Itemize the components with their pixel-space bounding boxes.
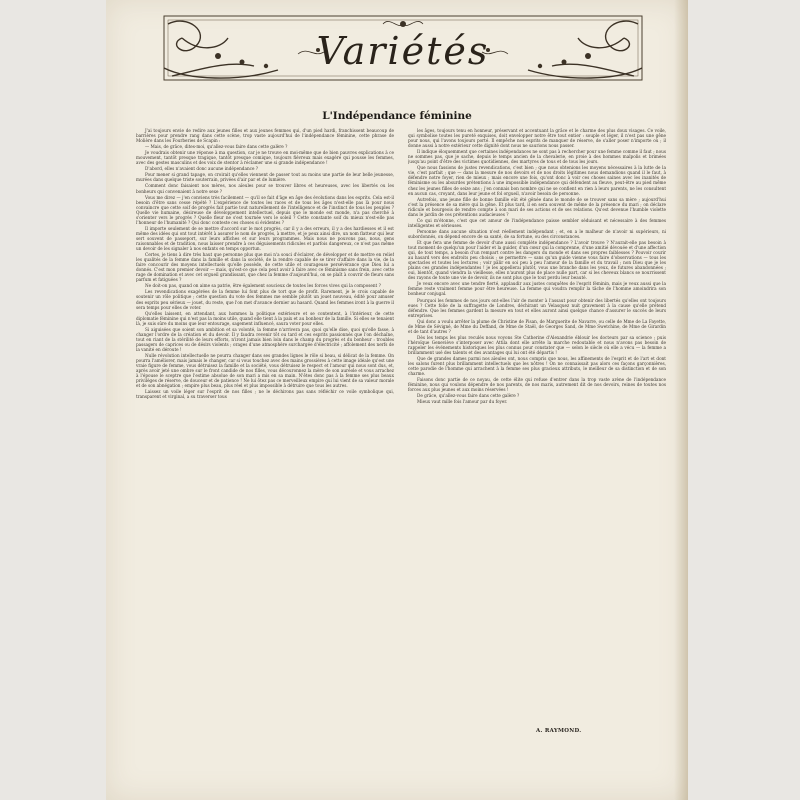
paragraph: Laissez un voile léger sur l'esprit de nos filles ; ne le déchirons pas sans réfléchir ce voile symbolique qui, transparent et virginal, a su traverser tous (136, 389, 394, 400)
paragraph: — Mais, de grâce, dites-moi, qu'allez-vous faire dans cette galère ? (145, 144, 288, 150)
paragraph: Qu'elles laissent, en attendant, aux hommes la politique extérieure et se contentent, à l'intérieur, de cette diplomatie féminine qui n'est pas la moins utile, quand elle tient à la paix et au bonheur de la famille. Si elles se tenaient là, je suis sûre du moins que leur entourage, sagement influencé, saura voter pour elles. (136, 310, 394, 326)
paragraph: Je voudrais obtenir une réponse à ma question, car je ne trouve en moi-même que de bien pauvres explications à ce mouvement, tantôt presque tragique, tantôt presque comique, toujours fiévreux mais exagéré qui pousse les femmes, avec des gestes masculins et des voix de stentor à réclamer une si grande indépendance ! (136, 150, 394, 166)
article-body (136, 128, 666, 768)
paragraph: Si aiguisées que soient son ambition et sa volonté, la femme n'arrivera pas, quoi qu'elle dise, quoi qu'elle fasse, à changer l'ordre de la création et du devoir. Il y faudra revenir tôt ou tard et ces esprits passionnés que l'on déchaîne, tout en riant de la stérilité de leurs efforts, n'iront jamais bien loin dans le champ du progrès et du bonheur : troubles passagers de caprices ou de désirs violents ; orages d'une atmosphère surchargée d'électricité ; affolement des nerfs de la vanité en déroute ! (136, 326, 394, 352)
paragraph: Ce qui m'étonne, c'est que cet amour de l'indépendance paisse sembler séduisant et nécessaire à des femmes intelligentes et sérieuses. (408, 217, 666, 228)
paragraph: Autrefois, une jeune fille de bonne famille eût été gênée dans le monde de se trouver sans sa mère ; aujourd'hui c'est la présence de sa mère qui la gêne. Et plus tard, il en sera souvent de même de la présence du mari ; on déclare ridicule et bourgeois de rendre compte à son mari de ses actions et de ses relations. Qu'est devenue l'humble violette dans le jardin de ces prétentions audacieuses ? (408, 196, 666, 217)
header-banner (158, 10, 648, 86)
paragraph: Comment donc faisaient nos mères, nos aïeules pour se trouver libres et heureuses, avec les libertés ou les bonheurs qui convenaient à notre sexe ? (136, 183, 394, 194)
paragraph: Il indique éloquemment que certaines indépendances ne sont pas à rechercher pour une femme comme il faut ; nous ne sommes pas, que je sache, depuis le temps ancien de la chevalerie, en proie à des hommes malpolis et brimées jusqu'au point d'être des victimes quotidiennes, des martyres de tous et de tous les jours. (408, 149, 666, 165)
paragraph: Vous me direz — j'en conviens très facilement — qu'il se fait d'âge en âge des évolutions dans les esprits. Cela est-il besoin d'être sans cesse répété ? L'expérience de toutes les races et de tous les âges n'est-elle pas là pour nous convaincre que cette soif de progrès fait partie tout naturellement de l'intelligence et de l'instinct de tous les peuples ? Quelle vie humaine, désireuse de développement intellectuel, depuis que le monde est monde, n'a pas cherché à s'orienter vers le progrès ? Quelle fleur ne s'est tournée vers le soleil ? Cette constante soif du mieux n'est-elle pas l'honneur de l'humanité ? Qui donc conteste ces choses si évidentes ? (136, 194, 394, 225)
paragraph: Il importe seulement de se mettre d'accord sur le mot progrès, car il y a des erreurs, il y a des hardiesses et il est même des idées qui ont tout intérêt à assurer le nom de progrès, à mettre, et je peux ainsi dire, un nom flatteur qui leur sert souvent de passeport, sur leurs affiches et sur leurs programmes. Mais nous ne pouvons pas, nous, gens raisonnables et de tradition, nous laisser prendre à ces déguisements ridicules et parfois dangereux, ce n'est pas même un devoir de les signaler à nos enfants en temps opportun. (136, 225, 394, 252)
paragraph: J'ai toujours envie de redire aux jeunes filles et aux jeunes femmes qui, d'un pied hardi, franchissent beaucoup de barrières pour prendre rang dans cette scène, trop vaste aujourd'hui de l'indépendance féminine, cette phrase de Molière dans les Fourberies de Scapin : (136, 128, 394, 144)
paragraph: Pourquoi les femmes de nos jours ont-elles l'air de monter à l'assaut pour obtenir des libertés qu'elles ont toujours eues ? Cette folie de la suffragette de Londres, déchirant un Velasquez nuit gravement à la cause qu'elle prétend défendre. Que les femmes gardent la mesure en tout et elles auront ainsi quelque chance d'assurer le succès de leurs entreprises. (408, 297, 666, 318)
paragraph: Personne dans aucune situation n'est réellement indépendant ; et, en a le malheur de n'avoir ni supérieurs, ni subordonnés, on dépend encore de sa santé, de sa fortune, ou des circonstances. (408, 228, 666, 239)
paragraph: les âges, toujours tenu en honneur, préservant et accentuant la grâce et le charme des plus doux visages. Ce voile, qui symbolise toutes les pureté exquises, doit envelopper notre être tout entier : souple et léger, il n'est pas une gêne pour nous, qui l'avons toujours porté. Il empêche nos esprits de manquer de réserve, de s'aller poser n'importe où ; il donne aussi à notre extérieur cette dignité dont nous ne saurions nous passer. (408, 128, 666, 149)
paragraph: Nulle révolution intellectuelle ne pourra changer dans ses grandes lignes le rôle si beau, si délicat de la femme. On pourra l'améliorer, mais jamais le changer, car si vous touchez avec des mains grossières à cette image idéale qu'est une vraie figure de femme, vous détruisez la famille et la société, vous détruisez le respect et l'amour qui nous sont dus, et, après avoir jeté une ombre sur le front candide de nos filles, vous découronnez la mère de son auréole et vous arrachez à l'épouse le sceptre que l'estime absolue de son mari a mis en sa main. N'êtes donc pas à la femme ses plus beaux privilèges de réserve, de douceur et de patience ! Ne lui ôtez pas ce merveilleux empire qui lui vient de sa valeur morale et de son abnégation ; empire plus beau, plus réel et plus impossible à détruire que tous les autres. (136, 352, 394, 389)
author-signature: A. RAYMOND. (536, 728, 582, 734)
paragraph: D'abord, elles n'avaient donc aucune indépendance ? (145, 166, 259, 172)
paragraph: Dès les temps les plus reculés nous voyons Ste Catherine d'Alexandrie éblouir les docteurs par sa science ; puis l'héroïque Geneviève s'interposer avec Attila dont elle arrête la marche redoutable et nous n'avons pas besoin de rappeler les événements historiques les plus connus pour constater que — selon le siècle où elle a vécu — la femme a brillamment usé des talents et des avantages qui lui ont été départis ! (408, 334, 666, 355)
left-column (136, 128, 394, 768)
newspaper-page (106, 0, 688, 800)
paragraph: Que nous fassions de justes revendications, c'est bien ; que nous obtenions les moyens nécessaires à la lutte de la vie, c'est parfait ; que — dans la mesure de nos devoirs et de nos droits légitimes nous demandions quand il le faut, à défendre notre foyer, rien de mieux ; mais encore une fois, qu'ont donc à voir ces choses saines avec les inanités de féminisme ou les absurdes prétentions à une impossible indépendance qui défendent au fleuve, peut-être au pied même chez les jeunes filles de seize ans ; j'en connais bon nombre qui ne se confient en rien à leurs parents, ne les consultent en aucun cas, croyant, dans leur jeune et fol orgueil, n'avoir besoin de personne. (408, 165, 666, 196)
paragraph: Les revendications exagérées de la femme lui font plus de tort que de profit. Rarement, je le crois capable de soutenir un rôle politique ; cette question du vote des femmes me semble plutôt un jouet nouveau, édité pour amuser des esprits peu sérieux — jouet, du reste, que l'on met d'avance dernier au hasard. Quand les femmes iront à la guerre il sera temps pour elles de voter. (136, 289, 394, 310)
article-title: L'Indépendance féminine (322, 110, 472, 122)
paragraph: Mieux vaut mille fois l'amour par du foyer. (417, 399, 508, 405)
paragraph: Je veux encore avec une tendre fierté, applaudir aux justes conquêtes de l'esprit féminin, mais je veux aussi que la femme reste vraiment femme pour être heureuse. La femme qui voudra remplir la tâche de l'homme amoindrira son bonheur conjugal. (408, 281, 666, 297)
paragraph: Ne doit-on pas, quand on aime sa patrie, être également soucieux de toutes les forces vives qui la composent ? (145, 283, 381, 289)
right-column (408, 128, 666, 768)
paragraph: Et que fera une femme de devoir d'une aussi complète indépendance ? L'avoir trouve ? N'aurait-elle pas besoin à tout moment de quelqu'un pour l'aider et la guider, d'un cœur qui la comprenne, d'une amitié dévouée et d'une affection qui, de tout temps, a besoin d'un rempart contre les dangers du monde et dans ses propres faiblesses ? Pouvoir courir au hasard vers des endroits peu choisis ; se permettre — sans qu'un guide vienne vous faire d'observations — tous les spectacles et toutes les lectures ; voir pâlir en soi peu à peu l'amour de la famille et du travail ; non Dieu que je les plains ces grandes indépendantes ! je les appellerai plutôt, vous une branche dans les yeux, de futures abandonnées ; oui, bientôt, quand viendra la vieillesse, elles n'auront plus de place nulle part, car si les cheveux blancs se nourrissent des rayons de toute une vie de devoir, ils ne sont plus que le tout perdu leur beauté. (408, 239, 666, 281)
paragraph: Certes, je tiens à dire très haut que personne plus que moi n'a souci d'éclairer, de développer et de mettre en relief les qualités de la femme dans la famille et dans la société, de la rendre capable de se tirer d'affaire dans la vie, de la faire concourir des moyens intellectuels qu'elle possède, de cette utile et courageuse persévérance que Dieu lui a donnés. C'est mon premier devoir — mais, qu'est-ce que cela peut avoir à faire avec ce féminisme sans frein, avec cette rage de domination et avec cet orgueil grandissant, que chez la femme d'aujourd'hui, on se plaît à couvrir de fleurs sans parfum et fatiguées ? (136, 252, 394, 283)
paragraph: Que de grandes dames parmi nos aïeules ont, nous compris que nous, les affinements de l'esprit et de l'art et dont les salons furent plus brillamment intellectuels que les nôtres ! On ne connaissait pas alors ces façons garçonnières, cette parodie de l'homme qui arrachent à la femme ses plus gracieux attributs, le meilleur de sa distinction et de son charme. (408, 356, 666, 377)
paragraph: Pour mener si grand tapage, on croirait qu'elles viennent de passer tout au moins une partie de leur belle jeunesse, murées dans quelque triste souterrain, privées d'air par et de lumière. (136, 172, 394, 183)
page-section-title: Variétés (316, 29, 490, 73)
paragraph: Faisons donc partie de ce noyau, de cette élite qui refuse d'entrer dans la trop vaste arène de l'indépendance féminine, nous qui voulons dépendre de nos parents, de nos maris, autrement dit de nos devoirs, reines de toutes nos forces aux plus jeunes et aux moins réservées ! (408, 377, 666, 393)
paragraph: De grâce, qu'allez-vous faire dans cette galère ? (417, 393, 520, 399)
ornamental-banner-icon (158, 10, 648, 86)
paragraph: Qui donc a voulu arrêter la plume de Christine de Pisan, de Marguerite de Navarre, ou celle de Mme de La Fayette, de Mme de Sévigné, de Mme du Deffand, de Mme de Staël, de Georges Sand, de Mme Swetchine, de Mme de Girardin et de tant d'autres ? (408, 318, 666, 334)
